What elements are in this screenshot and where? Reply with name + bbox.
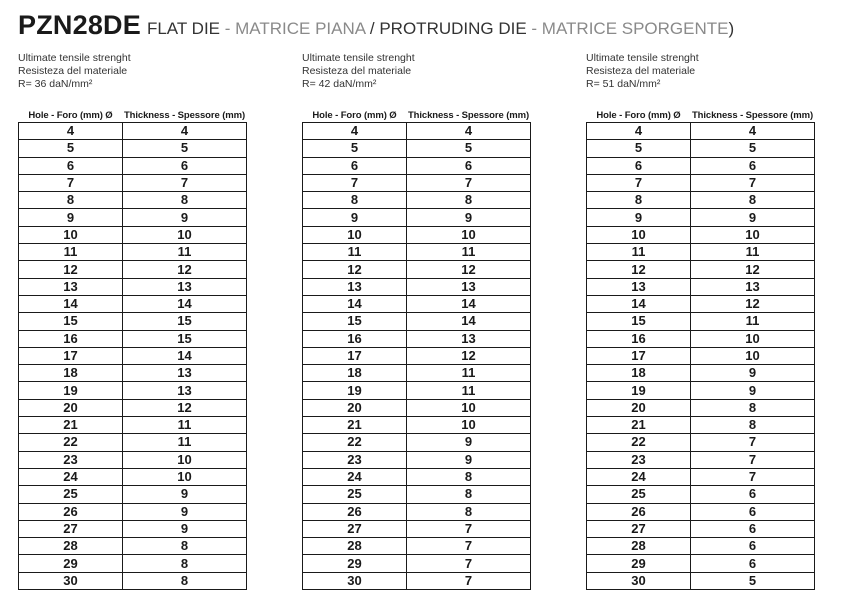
thickness-cell: 7 (691, 451, 815, 468)
hole-cell: 5 (587, 140, 691, 157)
hole-cell: 8 (587, 192, 691, 209)
table-row (19, 538, 247, 555)
table-row (587, 174, 815, 191)
table-row (303, 382, 531, 399)
table-row (587, 192, 815, 209)
thickness-cell: 9 (123, 209, 247, 226)
table-row (19, 330, 247, 347)
thickness-cell: 7 (407, 538, 531, 555)
thickness-cell: 10 (407, 399, 531, 416)
thickness-cell: 10 (123, 451, 247, 468)
table-row (303, 572, 531, 589)
thickness-cell: 12 (407, 261, 531, 278)
thickness-column-header: Thickness - Spessore (mm) (407, 110, 530, 121)
thickness-cell: 9 (407, 209, 531, 226)
thickness-cell: 9 (123, 503, 247, 520)
table-row (587, 538, 815, 555)
table-row (303, 209, 531, 226)
hole-cell: 24 (303, 468, 407, 485)
thickness-cell: 7 (407, 174, 531, 191)
table-row (587, 209, 815, 226)
hole-cell: 18 (303, 365, 407, 382)
hole-cell: 22 (19, 434, 123, 451)
table-body (303, 123, 531, 590)
thickness-cell: 10 (123, 226, 247, 243)
thickness-cell: 14 (407, 295, 531, 312)
table-row (19, 365, 247, 382)
table-row (19, 399, 247, 416)
hole-cell: 30 (303, 572, 407, 589)
thickness-cell: 13 (407, 330, 531, 347)
thickness-cell: 6 (407, 157, 531, 174)
thickness-cell: 9 (123, 486, 247, 503)
thickness-cell: 6 (691, 486, 815, 503)
hole-cell: 13 (303, 278, 407, 295)
thickness-cell: 12 (123, 261, 247, 278)
hole-cell: 28 (19, 538, 123, 555)
thickness-cell: 14 (123, 295, 247, 312)
thickness-cell: 15 (123, 330, 247, 347)
hole-cell: 7 (303, 174, 407, 191)
hole-cell: 6 (303, 157, 407, 174)
table-row (587, 572, 815, 589)
hole-column-header: Hole - Foro (mm) Ø (587, 109, 691, 123)
hole-cell: 29 (19, 555, 123, 572)
thickness-cell: 5 (691, 572, 815, 589)
hole-cell: 23 (303, 451, 407, 468)
table-row (587, 157, 815, 174)
hole-cell: 24 (587, 468, 691, 485)
hole-cell: 6 (19, 157, 123, 174)
table-row (19, 451, 247, 468)
thickness-cell: 14 (123, 347, 247, 364)
hole-cell: 17 (587, 347, 691, 364)
hole-cell: 28 (303, 538, 407, 555)
table-row (19, 520, 247, 537)
hole-column-header: Hole - Foro (mm) Ø (19, 109, 123, 123)
thickness-cell: 6 (691, 520, 815, 537)
hole-cell: 24 (19, 468, 123, 485)
table-row (587, 244, 815, 261)
thickness-cell: 5 (691, 140, 815, 157)
thickness-cell: 7 (691, 174, 815, 191)
table-row (303, 538, 531, 555)
table-row (587, 140, 815, 157)
hole-cell: 18 (587, 365, 691, 382)
thickness-cell: 11 (123, 434, 247, 451)
hole-cell: 26 (587, 503, 691, 520)
table-row (587, 503, 815, 520)
hole-cell: 9 (303, 209, 407, 226)
subtitle-part: ) (728, 19, 735, 38)
hole-cell: 4 (587, 123, 691, 140)
table-row (303, 192, 531, 209)
tensile-label: Ultimate tensile strenght (18, 52, 131, 64)
hole-cell: 29 (587, 555, 691, 572)
thickness-cell: 9 (407, 451, 531, 468)
thickness-cell: 9 (407, 434, 531, 451)
thickness-table (302, 109, 531, 590)
product-code: PZN28DE (18, 10, 141, 40)
table-row (303, 313, 531, 330)
thickness-table (18, 109, 247, 590)
hole-cell: 19 (303, 382, 407, 399)
table-row (303, 365, 531, 382)
table-row (303, 157, 531, 174)
thickness-cell: 11 (123, 244, 247, 261)
table-row (303, 434, 531, 451)
hole-cell: 10 (19, 226, 123, 243)
subtitle-part: MATRICE PIANA (235, 19, 366, 38)
hole-cell: 20 (587, 399, 691, 416)
table-row (303, 140, 531, 157)
table-row (19, 313, 247, 330)
hole-cell: 9 (587, 209, 691, 226)
hole-cell: 14 (19, 295, 123, 312)
hole-cell: 6 (587, 157, 691, 174)
thickness-cell: 13 (407, 278, 531, 295)
table-row (303, 503, 531, 520)
thickness-cell: 12 (691, 295, 815, 312)
table-row (303, 295, 531, 312)
table-row (19, 555, 247, 572)
table-row (303, 226, 531, 243)
thickness-cell: 6 (691, 157, 815, 174)
hole-cell: 4 (19, 123, 123, 140)
hole-cell: 19 (19, 382, 123, 399)
thickness-cell: 11 (407, 382, 531, 399)
material-info (18, 52, 250, 92)
hole-cell: 23 (19, 451, 123, 468)
table-body (19, 123, 247, 590)
hole-cell: 16 (303, 330, 407, 347)
table-row (19, 468, 247, 485)
resistance-label: Resisteza del materiale (302, 65, 412, 77)
table-row (587, 226, 815, 243)
table-row (303, 278, 531, 295)
thickness-cell: 12 (407, 347, 531, 364)
hole-cell: 5 (303, 140, 407, 157)
thickness-table (586, 109, 815, 590)
table-row (303, 520, 531, 537)
table-row (19, 417, 247, 434)
subtitle-part: - (526, 19, 542, 38)
hole-cell: 7 (587, 174, 691, 191)
table-row (19, 209, 247, 226)
hole-cell: 18 (19, 365, 123, 382)
table-row (19, 295, 247, 312)
hole-cell: 14 (303, 295, 407, 312)
thickness-cell: 9 (691, 209, 815, 226)
hole-cell: 10 (303, 226, 407, 243)
thickness-cell: 5 (123, 140, 247, 157)
table-row (303, 451, 531, 468)
thickness-cell: 5 (407, 140, 531, 157)
table-row (19, 174, 247, 191)
thickness-cell: 8 (123, 555, 247, 572)
thickness-cell: 12 (123, 399, 247, 416)
resistance-value: R= 42 daN/mm² (302, 78, 377, 90)
table-row (587, 486, 815, 503)
hole-cell: 12 (19, 261, 123, 278)
subtitle-part: - (220, 19, 236, 38)
resistance-label: Resisteza del materiale (18, 65, 128, 77)
thickness-cell: 7 (407, 520, 531, 537)
thickness-column-header: Thickness - Spessore (mm) (123, 110, 246, 121)
hole-cell: 16 (587, 330, 691, 347)
table-row (587, 382, 815, 399)
thickness-cell: 8 (123, 538, 247, 555)
thickness-cell: 10 (407, 226, 531, 243)
thickness-cell: 11 (407, 244, 531, 261)
resistance-label: Resisteza del materiale (586, 65, 696, 77)
hole-cell: 26 (19, 503, 123, 520)
thickness-table-block-36 (18, 52, 250, 588)
thickness-cell: 11 (407, 365, 531, 382)
table-row (303, 244, 531, 261)
resistance-value: R= 51 daN/mm² (586, 78, 661, 90)
hole-cell: 17 (303, 347, 407, 364)
table-row (303, 468, 531, 485)
hole-cell: 29 (303, 555, 407, 572)
table-row (303, 174, 531, 191)
thickness-cell: 11 (691, 244, 815, 261)
thickness-cell: 7 (407, 555, 531, 572)
thickness-cell: 14 (407, 313, 531, 330)
hole-cell: 11 (303, 244, 407, 261)
hole-cell: 15 (587, 313, 691, 330)
hole-cell: 13 (19, 278, 123, 295)
thickness-cell: 13 (691, 278, 815, 295)
table-row (587, 417, 815, 434)
thickness-cell: 8 (407, 486, 531, 503)
thickness-table-block-51 (586, 52, 818, 588)
subtitle-part: FLAT DIE (146, 19, 221, 38)
thickness-cell: 7 (407, 572, 531, 589)
hole-cell: 11 (19, 244, 123, 261)
hole-cell: 27 (303, 520, 407, 537)
thickness-cell: 12 (691, 261, 815, 278)
hole-cell: 25 (587, 486, 691, 503)
hole-cell: 20 (19, 399, 123, 416)
tensile-label: Ultimate tensile strenght (586, 52, 699, 64)
table-header-row (587, 109, 815, 123)
table-row (587, 555, 815, 572)
table-header-row (19, 109, 247, 123)
hole-cell: 21 (587, 417, 691, 434)
thickness-cell: 4 (407, 123, 531, 140)
hole-cell: 9 (19, 209, 123, 226)
table-row (19, 503, 247, 520)
hole-cell: 19 (587, 382, 691, 399)
table-row (303, 347, 531, 364)
hole-cell: 21 (303, 417, 407, 434)
hole-cell: 7 (19, 174, 123, 191)
hole-cell: 10 (587, 226, 691, 243)
table-row (19, 261, 247, 278)
table-row (19, 157, 247, 174)
thickness-cell: 7 (691, 434, 815, 451)
hole-cell: 25 (19, 486, 123, 503)
thickness-cell: 10 (691, 347, 815, 364)
page-heading (18, 8, 734, 47)
table-row (587, 451, 815, 468)
thickness-column-header: Thickness - Spessore (mm) (691, 110, 814, 121)
thickness-cell: 9 (691, 382, 815, 399)
hole-cell: 12 (303, 261, 407, 278)
table-row (19, 278, 247, 295)
hole-cell: 21 (19, 417, 123, 434)
table-row (587, 295, 815, 312)
table-row (303, 123, 531, 140)
thickness-cell: 8 (407, 192, 531, 209)
table-row (303, 330, 531, 347)
table-header-row (303, 109, 531, 123)
hole-cell: 26 (303, 503, 407, 520)
thickness-cell: 8 (691, 192, 815, 209)
table-row (19, 244, 247, 261)
thickness-cell: 4 (691, 123, 815, 140)
thickness-cell: 15 (123, 313, 247, 330)
hole-cell: 14 (587, 295, 691, 312)
material-info (586, 52, 818, 92)
thickness-cell: 10 (123, 468, 247, 485)
subtitle-part: / PROTRUDING DIE (365, 19, 527, 38)
table-row (19, 123, 247, 140)
table-row (303, 417, 531, 434)
table-row (587, 399, 815, 416)
hole-cell: 8 (303, 192, 407, 209)
table-row (303, 486, 531, 503)
thickness-cell: 8 (407, 468, 531, 485)
thickness-cell: 9 (123, 520, 247, 537)
hole-cell: 12 (587, 261, 691, 278)
thickness-cell: 6 (691, 538, 815, 555)
thickness-cell: 8 (123, 192, 247, 209)
table-row (19, 140, 247, 157)
table-row (587, 347, 815, 364)
thickness-cell: 10 (407, 417, 531, 434)
table-row (587, 313, 815, 330)
hole-cell: 25 (303, 486, 407, 503)
table-row (19, 434, 247, 451)
thickness-cell: 11 (691, 313, 815, 330)
thickness-cell: 6 (123, 157, 247, 174)
table-row (587, 468, 815, 485)
hole-column-header: Hole - Foro (mm) Ø (303, 109, 407, 123)
thickness-cell: 10 (691, 226, 815, 243)
thickness-cell: 4 (123, 123, 247, 140)
hole-cell: 22 (587, 434, 691, 451)
hole-cell: 5 (19, 140, 123, 157)
material-info (302, 52, 534, 92)
table-row (19, 382, 247, 399)
table-row (19, 347, 247, 364)
hole-cell: 13 (587, 278, 691, 295)
table-row (587, 261, 815, 278)
hole-cell: 16 (19, 330, 123, 347)
thickness-cell: 6 (691, 555, 815, 572)
thickness-cell: 6 (691, 503, 815, 520)
hole-cell: 15 (303, 313, 407, 330)
hole-cell: 27 (19, 520, 123, 537)
thickness-cell: 13 (123, 382, 247, 399)
tensile-label: Ultimate tensile strenght (302, 52, 415, 64)
thickness-cell: 13 (123, 278, 247, 295)
hole-cell: 22 (303, 434, 407, 451)
thickness-cell: 9 (691, 365, 815, 382)
hole-cell: 20 (303, 399, 407, 416)
hole-cell: 15 (19, 313, 123, 330)
thickness-cell: 8 (691, 399, 815, 416)
table-row (303, 261, 531, 278)
hole-cell: 28 (587, 538, 691, 555)
hole-cell: 23 (587, 451, 691, 468)
table-row (303, 399, 531, 416)
table-body (587, 123, 815, 590)
table-row (19, 486, 247, 503)
thickness-table-block-42 (302, 52, 534, 588)
hole-cell: 30 (587, 572, 691, 589)
table-row (303, 555, 531, 572)
thickness-cell: 10 (691, 330, 815, 347)
thickness-cell: 11 (123, 417, 247, 434)
resistance-value: R= 36 daN/mm² (18, 78, 93, 90)
table-row (587, 520, 815, 537)
hole-cell: 30 (19, 572, 123, 589)
hole-cell: 17 (19, 347, 123, 364)
table-row (19, 192, 247, 209)
table-row (19, 226, 247, 243)
thickness-cell: 7 (691, 468, 815, 485)
hole-cell: 4 (303, 123, 407, 140)
table-row (587, 365, 815, 382)
table-row (587, 278, 815, 295)
hole-cell: 8 (19, 192, 123, 209)
thickness-cell: 8 (691, 417, 815, 434)
table-row (587, 330, 815, 347)
thickness-cell: 8 (407, 503, 531, 520)
hole-cell: 27 (587, 520, 691, 537)
table-row (587, 123, 815, 140)
table-row (587, 434, 815, 451)
product-subtitle (147, 19, 734, 38)
hole-cell: 11 (587, 244, 691, 261)
table-row (19, 572, 247, 589)
thickness-cell: 13 (123, 365, 247, 382)
thickness-cell: 7 (123, 174, 247, 191)
subtitle-part: MATRICE SPORGENTE (541, 19, 729, 38)
thickness-cell: 8 (123, 572, 247, 589)
